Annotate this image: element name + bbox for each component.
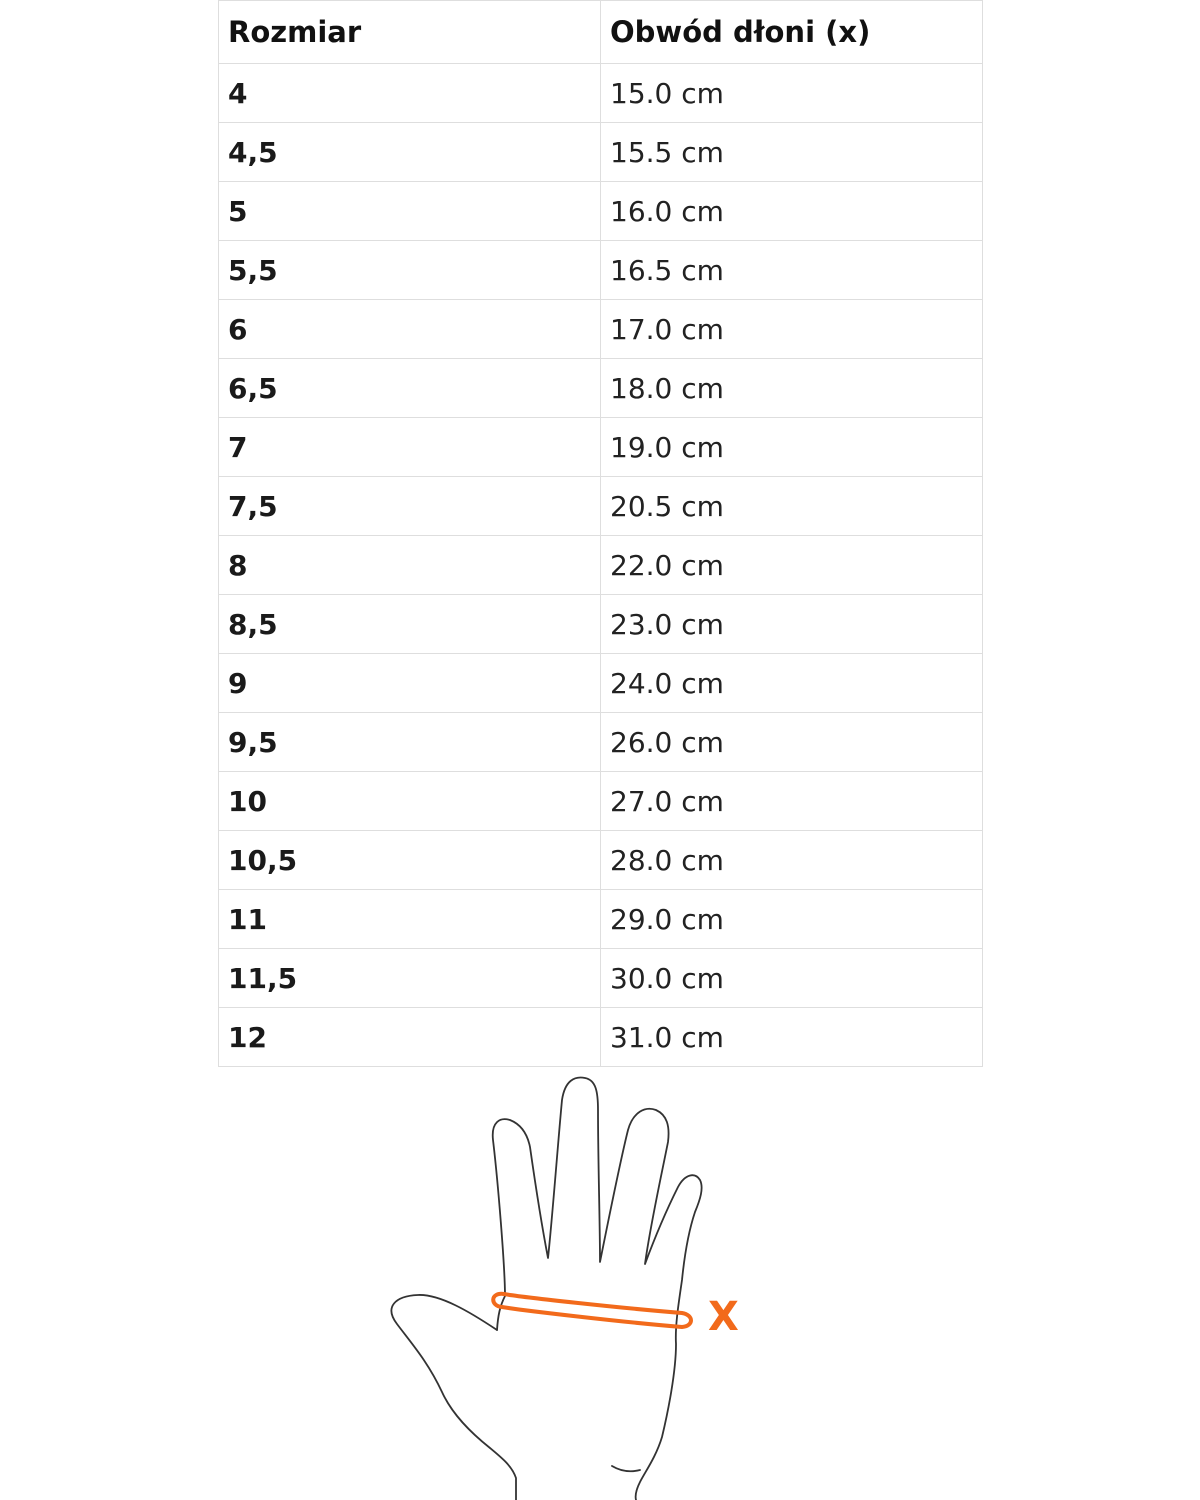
size-cell: 6,5 (219, 359, 601, 418)
girth-cell: 16.5 cm (601, 241, 983, 300)
table-row (219, 418, 983, 477)
girth-cell: 29.0 cm (601, 890, 983, 949)
size-cell: 8,5 (219, 595, 601, 654)
size-cell: 9,5 (219, 713, 601, 772)
girth-cell: 30.0 cm (601, 949, 983, 1008)
size-cell: 7,5 (219, 477, 601, 536)
girth-cell: 17.0 cm (601, 300, 983, 359)
size-cell: 8 (219, 536, 601, 595)
table-row (219, 300, 983, 359)
girth-cell: 22.0 cm (601, 536, 983, 595)
girth-cell: 26.0 cm (601, 713, 983, 772)
table-row (219, 1008, 983, 1067)
girth-cell: 24.0 cm (601, 654, 983, 713)
girth-cell: 20.5 cm (601, 477, 983, 536)
table-row (219, 713, 983, 772)
table-row (219, 64, 983, 123)
table-row (219, 890, 983, 949)
hand-illustration (0, 1062, 1200, 1500)
table-row (219, 595, 983, 654)
size-cell: 11,5 (219, 949, 601, 1008)
hand-measurement-icon (0, 1062, 1200, 1500)
table-row (219, 477, 983, 536)
size-cell: 10,5 (219, 831, 601, 890)
table-row (219, 831, 983, 890)
girth-cell: 31.0 cm (601, 1008, 983, 1067)
girth-cell: 28.0 cm (601, 831, 983, 890)
table-body (219, 64, 983, 1067)
girth-cell: 23.0 cm (601, 595, 983, 654)
hand-outline (391, 1078, 701, 1500)
girth-cell: 15.5 cm (601, 123, 983, 182)
girth-cell: 27.0 cm (601, 772, 983, 831)
table-row (219, 241, 983, 300)
size-cell: 5,5 (219, 241, 601, 300)
size-cell: 4,5 (219, 123, 601, 182)
header-size: Rozmiar (219, 1, 601, 64)
table-row (219, 949, 983, 1008)
girth-cell: 19.0 cm (601, 418, 983, 477)
size-cell: 7 (219, 418, 601, 477)
measure-band (493, 1294, 739, 1340)
table-row (219, 123, 983, 182)
measure-label-x: X (708, 1294, 739, 1340)
table-header-row (219, 1, 983, 64)
size-cell: 11 (219, 890, 601, 949)
table-row (219, 182, 983, 241)
table-row (219, 536, 983, 595)
girth-cell: 16.0 cm (601, 182, 983, 241)
girth-cell: 15.0 cm (601, 64, 983, 123)
size-cell: 4 (219, 64, 601, 123)
size-cell: 9 (219, 654, 601, 713)
girth-cell: 18.0 cm (601, 359, 983, 418)
size-cell: 5 (219, 182, 601, 241)
size-cell: 10 (219, 772, 601, 831)
table-row (219, 772, 983, 831)
table-row (219, 654, 983, 713)
size-cell: 6 (219, 300, 601, 359)
size-cell: 12 (219, 1008, 601, 1067)
header-hand-girth: Obwód dłoni (x) (601, 1, 983, 64)
glove-size-table (218, 0, 983, 1067)
table-row (219, 359, 983, 418)
